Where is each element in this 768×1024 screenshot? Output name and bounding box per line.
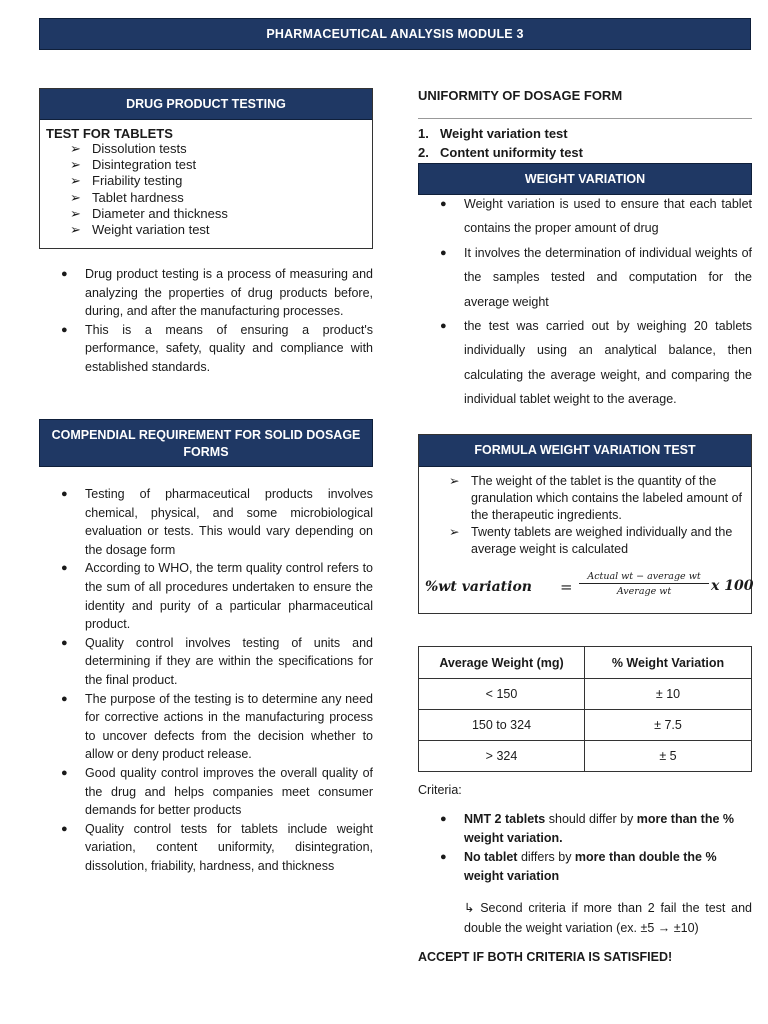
uniformity-heading: UNIFORMITY OF DOSAGE FORM (418, 88, 623, 103)
weight-variation-formula (419, 571, 759, 607)
formula-denominator: Average wt (616, 586, 672, 597)
weight-variation-title: WEIGHT VARIATION (418, 163, 752, 195)
weight-variation-table (418, 646, 752, 772)
column-header: Average Weight (mg) (419, 647, 585, 679)
bullet-dot-icon: ● (440, 851, 447, 863)
compendial-requirement-title: COMPENDIAL REQUIREMENT FOR SOLID DOSAGE FORMS (39, 419, 373, 467)
list-item: ➢ Weight variation test (70, 222, 210, 238)
bullet-dot-icon: ● (61, 692, 68, 705)
table-cell: > 324 (419, 741, 585, 772)
page-header: PHARMACEUTICAL ANALYSIS MODULE 3 (39, 18, 751, 50)
list-item: ● Drug product testing is a process of measuring and analyzing the properties of drug products before, during, and after the manufacturing processes. (61, 267, 373, 319)
bullet-dot-icon: ● (440, 813, 447, 825)
arrow-bullet-icon: ➢ (70, 189, 81, 205)
accept-statement: ACCEPT IF BOTH CRITERIA IS SATISFIED! (418, 950, 673, 964)
list-item: ● Good quality control improves the overall quality of the drug and helps companies meet consumer demands for better products (61, 765, 373, 818)
arrow-bullet-icon: ➢ (70, 222, 81, 238)
list-item: ● According to WHO, the term quality control refers to the sum of all procedures undertaken to ensure the identity and purity of a particular pharmaceutical product. (61, 561, 373, 632)
bullet-dot-icon: ● (61, 766, 68, 779)
list-item: ● This is a means of ensuring a product's performance, safety, quality and compliance with established standards. (61, 322, 373, 374)
table-cell: 150 to 324 (419, 710, 585, 741)
intro-bullet-list (39, 265, 373, 377)
bullet-dot-icon: ● (61, 323, 68, 336)
formula-equals: = (560, 578, 573, 596)
list-item: ● Quality control tests for tablets include weight variation, content uniformity, disintegration, dissolution, friability, hardness, and thickness (61, 821, 373, 873)
table-cell: ± 10 (585, 679, 752, 710)
bullet-dot-icon: ● (61, 822, 68, 835)
criteria-label: Criteria: (418, 783, 462, 797)
bullet-dot-icon: ● (61, 562, 68, 575)
list-item: ➢ Diameter and thickness (70, 205, 228, 221)
formula-weight-variation-title: FORMULA WEIGHT VARIATION TEST (419, 435, 751, 467)
bullet-dot-icon: ● (61, 268, 68, 280)
list-item: 2. Content uniformity test (418, 145, 583, 160)
bullet-dot-icon: ● (440, 320, 447, 333)
list-item: ● The purpose of the testing is to determine any need for corrective actions in the manufacturing process to uncover defects from the decision whether to allow or deny product release. (61, 691, 373, 762)
table-cell: < 150 (419, 679, 585, 710)
test-for-tablets-heading: TEST FOR TABLETS (46, 126, 173, 141)
drug-product-testing-title: DRUG PRODUCT TESTING (40, 89, 372, 120)
criteria-note: ↳ Second criteria if more than 2 fail the test and double the weight variation (ex. ±5 → ±10) (464, 901, 752, 935)
table-row (419, 679, 752, 710)
weight-variation-bullet-list (418, 192, 752, 412)
table-header-row (419, 647, 752, 679)
list-item: 1. Weight variation test (418, 126, 568, 141)
bullet-dot-icon: ● (61, 488, 68, 500)
tablet-test-list (46, 141, 366, 238)
list-item: ➢ The weight of the tablet is the quantity of the granulation which contains the labeled amount of the therapeutic ingredients. (449, 474, 743, 522)
column-header: % Weight Variation (585, 647, 752, 679)
table-row (419, 710, 752, 741)
formula-numerator: Actual wt − average wt (579, 571, 709, 584)
table-cell: ± 5 (585, 741, 752, 772)
formula-notes-list (419, 473, 751, 558)
formula-lhs: %wt variation (425, 579, 532, 595)
arrow-bullet-icon: ➢ (449, 474, 460, 488)
formula-weight-variation-box (418, 434, 752, 614)
arrow-bullet-icon: ➢ (70, 157, 81, 173)
list-item: ● the test was carried out by weighing 20 tablets individually using an analytical balance, then calculating the average weight, and comparing the individual tablet weight to the average. (418, 314, 752, 412)
list-item: ➢ Disintegration test (70, 157, 197, 173)
list-item: ● It involves the determination of individual weights of the samples tested and computation for the average weight (418, 241, 752, 314)
arrow-bullet-icon: ➢ (70, 205, 81, 221)
bullet-dot-icon: ● (440, 198, 447, 210)
arrow-bullet-icon: ➢ (70, 141, 81, 156)
list-item: ● Weight variation is used to ensure that each tablet contains the proper amount of drug (418, 192, 752, 241)
list-item: ● Testing of pharmaceutical products involves chemical, physical, and some microbiological evaluation or tests. This would vary depending on the dosage form (61, 487, 373, 557)
drug-product-testing-box (39, 88, 373, 249)
arrow-bullet-icon: ➢ (449, 525, 460, 539)
criteria-list (418, 810, 752, 886)
arrow-bullet-icon: ➢ (70, 173, 81, 189)
list-item: ● Quality control involves testing of units and determining if they are within the specifications for the final product. (61, 635, 373, 687)
list-item: ➢ Tablet hardness (70, 189, 184, 205)
list-item: ● NMT 2 tablets should differ by more than the % weight variation. (440, 812, 735, 845)
bullet-dot-icon: ● (440, 246, 447, 259)
list-item: ➢ Friability testing (70, 173, 183, 189)
list-item: ➢ Dissolution tests (70, 141, 187, 156)
table-cell: ± 7.5 (585, 710, 752, 741)
formula-multiplier: x 100 (711, 578, 754, 594)
divider (418, 118, 752, 119)
bullet-dot-icon: ● (61, 636, 68, 649)
uniformity-list (418, 124, 752, 162)
list-item: ➢ Twenty tablets are weighed individually and the average weight is calculated (449, 525, 733, 556)
list-item: ● No tablet differs by more than double the % weight variation (440, 850, 717, 883)
compendial-bullet-list (39, 485, 373, 875)
formula-fraction (579, 571, 709, 597)
table-row (419, 741, 752, 772)
